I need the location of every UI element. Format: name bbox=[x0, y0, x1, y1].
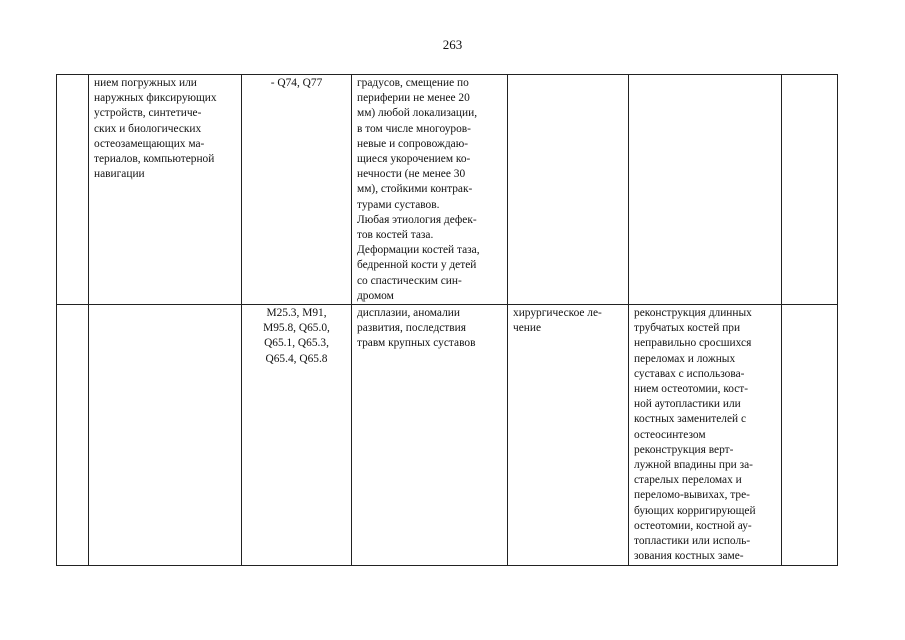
table-row bbox=[57, 305, 838, 565]
medical-care-table bbox=[56, 74, 838, 566]
table-cell-care-type: нием погружных или наружных фиксирующих устройств, синтетиче- ских и биологических остеозамещающих ма- териалов, компьютерной навигации bbox=[89, 75, 242, 305]
table-cell-icd-codes: - Q74, Q77 bbox=[242, 75, 352, 305]
page-number: 263 bbox=[442, 37, 463, 52]
table-cell-treatment-method: реконструкция длинных трубчатых костей при неправильно сросшихся переломах и ложных суставах с использова- нием остеотомии, кост- ной аутопластики или костных заменителей с остеосинтезом реконструкция верт- лужной впадины при за- старелых переломах и переломо-вывихах, тре- бующих корригирующей остеотомии, костной ау- топластики или исполь- зования костных заме- bbox=[629, 305, 782, 565]
table-cell-cost bbox=[782, 305, 838, 565]
table-cell-number bbox=[57, 305, 89, 565]
table-cell-treatment-method bbox=[629, 75, 782, 305]
table-cell-number bbox=[57, 75, 89, 305]
table-row bbox=[57, 75, 838, 305]
table-cell-cost bbox=[782, 75, 838, 305]
table-cell-care-type bbox=[89, 305, 242, 565]
table-cell-treatment-type: хирургическое ле- чение bbox=[508, 305, 629, 565]
table-cell-patient-model: градусов, смещение по периферии не менее 20 мм) любой локализации, в том числе многоуров- невые и сопровождаю- щиеся укорочением ко- нечности (не менее 30 мм), стойкими контрак- турами суставов. Любая этиология дефек- тов костей таза. Деформации костей таза, бедренной кости у детей со спастическим син- дромом bbox=[352, 75, 508, 305]
table-cell-icd-codes: M25.3, M91, M95.8, Q65.0, Q65.1, Q65.3, Q65.4, Q65.8 bbox=[242, 305, 352, 565]
table-cell-patient-model: дисплазии, аномалии развития, последствия травм крупных суставов bbox=[352, 305, 508, 565]
table-cell-treatment-type bbox=[508, 75, 629, 305]
